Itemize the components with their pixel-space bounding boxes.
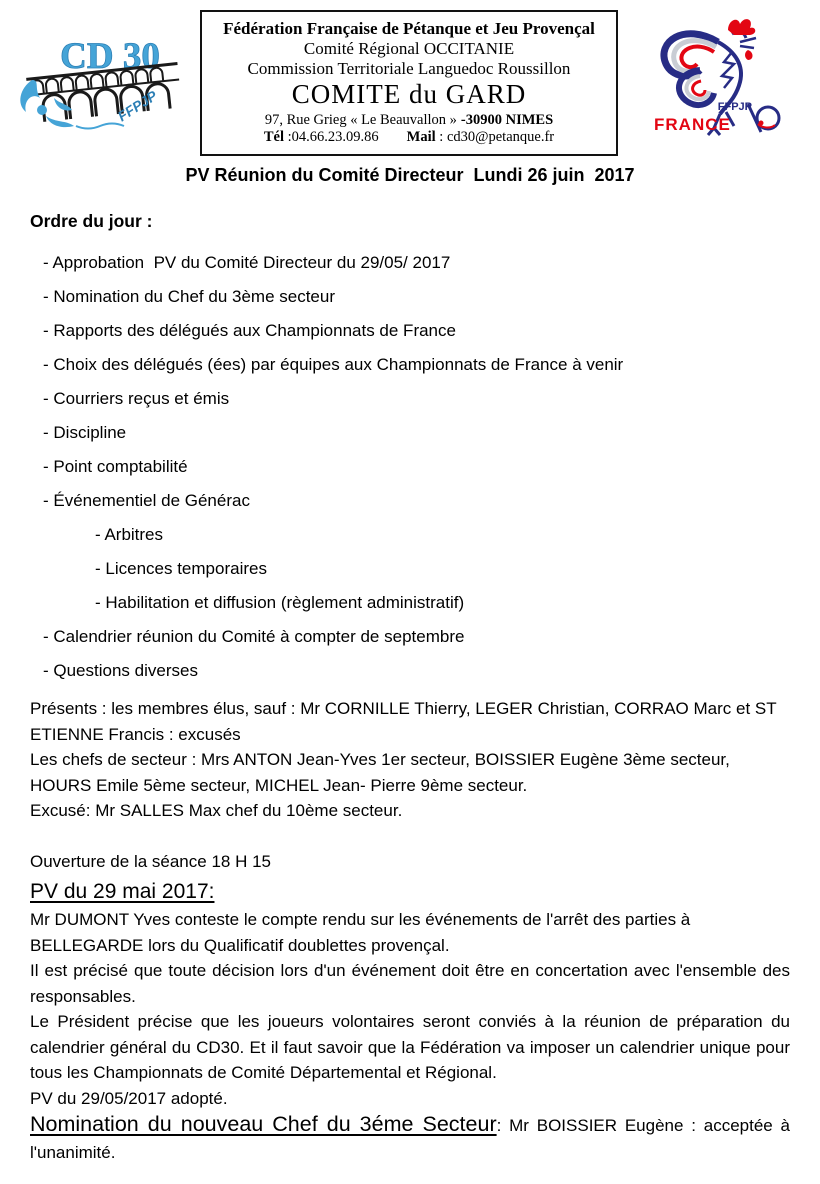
nomination-heading: Nomination du nouveau Chef du 3éme Secteur [30,1112,497,1136]
address-text: 97, Rue Grieg « Le Beauvallon » [264,112,457,128]
cd30-logo-icon [10,20,188,135]
agenda-item: - Questions diverses [43,661,198,680]
cd30-aqueduct-logo [10,20,188,135]
tel-label: Tél [263,129,285,145]
agenda-heading: Ordre du jour : [30,211,153,231]
mail-value: : cd30@petanque.fr [439,129,555,145]
agenda-item: - Courriers reçus et émis [43,389,230,408]
cd30-logo-title: CD 30 [60,36,160,77]
document-header [0,0,820,150]
ffpjp-logo-text: FFPJP [717,101,752,113]
agenda-subitem: - Habilitation et diffusion (règlement administratif) [95,593,465,612]
page-title: PV Réunion du Comité Directeur Lundi 26 juin 2017 [185,165,635,185]
agenda-item: - Choix des délégués (ées) par équipes aux Championnats de France à venir [43,355,624,374]
france-logo-text: FRANCE [654,115,731,134]
federation-name: Fédération Française de Pétanque et Jeu Provençal [223,19,595,38]
pv-adopted-line: PV du 29/05/2017 adopté. [30,1088,228,1108]
address-line [202,112,616,129]
ffpjp-rooster-logo [642,8,798,144]
address-city: -30900 NIMES [460,112,554,128]
agenda-item: - Approbation PV du Comité Directeur du 29/05/ 2017 [43,253,451,272]
excuse-paragraph: Excusé: Mr SALLES Max chef du 10ème secteur. [30,801,403,820]
pv-paragraph-1: Mr DUMONT Yves conteste le compte rendu sur les événements de l'arrêt des parties à BELLEGARDE lors du Qualificatif doublettes provençal. [30,910,691,955]
federation-header-box [200,10,618,156]
ouverture-line: Ouverture de la séance 18 H 15 [30,851,271,871]
agenda-subitem: - Licences temporaires [95,559,267,578]
agenda-list [0,246,820,688]
agenda-item: - Point comptabilité [43,457,188,476]
chefs-paragraph: Les chefs de secteur : Mrs ANTON Jean-Yves 1er secteur, BOISSIER Eugène 3ème secteur, HOURS Emile 5ème secteur, MICHEL Jean- Pierre 9ème secteur. [30,750,730,795]
pv-paragraph-2: Il est précisé que toute décision lors d'un événement doit être en concertation avec l'ensemble des responsables. [30,961,790,1006]
document-body [0,162,820,1166]
agenda-item: - Calendrier réunion du Comité à compter de septembre [43,627,465,646]
pv-paragraph-3: Le Président précise que les joueurs volontaires seront conviés à la réunion de préparation du calendrier général du CD30. Et il faut savoir que la Fédération va imposer un calendrier unique pour tous les Championnats de Comité Départemental et Régional. [30,1012,790,1082]
agenda-item: - Nomination du Chef du 3ème secteur [43,287,335,306]
comite-regional: Comité Régional OCCITANIE [303,39,515,58]
ffpjp-logo-icon [642,8,798,144]
agenda-item: - Discipline [43,423,127,442]
nomination-text: : Mr BOISSIER Eugène : acceptée à l'unanimité. [30,1116,790,1162]
contact-line [202,129,616,146]
agenda-item: - Rapports des délégués aux Championnats de France [43,321,456,340]
cd30-logo-watermark: FFPJP [114,87,160,125]
comite-du-gard: COMITE du GARD [291,79,527,109]
presents-paragraph: Présents : les membres élus, sauf : Mr CORNILLE Thierry, LEGER Christian, CORRAO Marc et ST ETIENNE Francis : excusés [30,699,777,744]
nomination-paragraph [30,1111,790,1166]
pv-section-heading: PV du 29 mai 2017: [30,880,215,903]
mail-label: Mail [406,129,436,145]
commission-territoriale: Commission Territoriale Languedoc Roussillon [247,59,571,78]
tel-value: :04.66.23.09.86 [287,129,379,145]
agenda-item: - Événementiel de Générac [43,491,250,510]
agenda-subitem: - Arbitres [95,525,164,544]
